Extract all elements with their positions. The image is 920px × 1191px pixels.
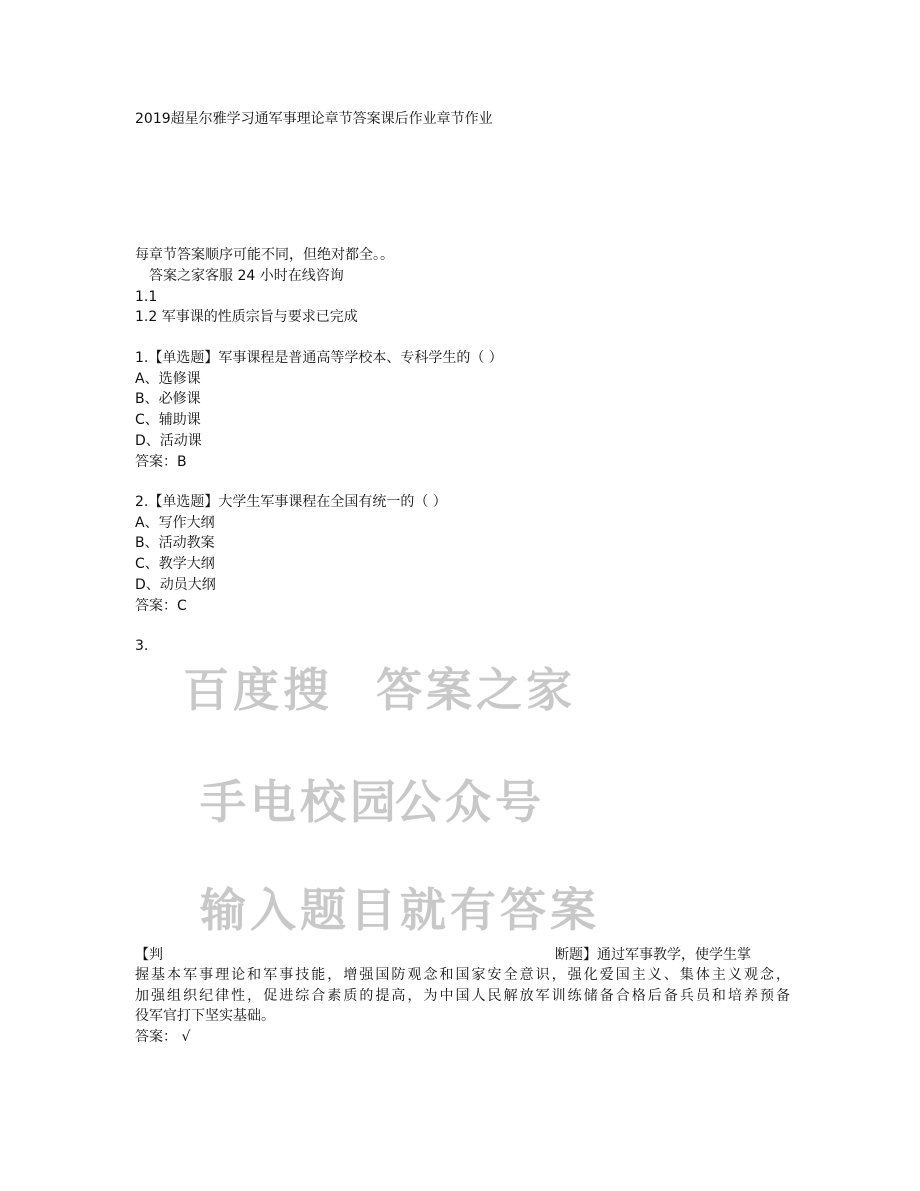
option: A、选修课 [135,371,201,387]
section-heading: 1.1 [135,289,158,305]
question-stem-line: 握基本军事理论和军事技能，增强国防观念和国家安全意识，强化爱国主义、集体主义观念， [135,967,790,983]
answer-text: 答案：C [135,598,187,614]
option: C、辅助课 [135,412,201,428]
option: D、动员大纲 [135,577,216,593]
section-heading: 1.2 军事课的性质宗旨与要求已完成 [135,309,358,325]
answer-text: 答案：B [135,454,187,470]
question-stem-line: 加强组织纪律性，促进综合素质的提高，为中国人民解放军训练储备合格后备兵员和培养预备 [135,988,790,1004]
option: A、写作大纲 [135,515,215,531]
question-number: 3. [135,638,149,654]
question-stem: 1.【单选题】军事课程是普通高等学校本、专科学生的（ ） [135,350,503,366]
watermark-text: 答案之家 [376,663,576,717]
option: B、活动教案 [135,535,215,551]
watermark-text: 公众号 [395,775,545,829]
document-title: 2019超星尔雅学习通军事理论章节答案课后作业章节作业 [135,111,493,127]
question-stem-start: 【判 [135,947,163,963]
question-stem-end: 断题】通过军事教学，使学生掌 [555,947,751,963]
watermark-text: 手电校园 [200,775,400,829]
question-stem-line: 役军官打下坚实基础。 [135,1008,275,1024]
option: D、活动课 [135,433,202,449]
option: B、必修课 [135,391,201,407]
option: C、教学大纲 [135,556,215,572]
watermark-text: 百度搜 [183,663,333,717]
watermark-text: 输入题目就有答案 [200,883,600,937]
note-text: 每章节答案顺序可能不同，但绝对都全。。 [135,247,394,263]
service-text: 答案之家客服 24 小时在线咨询 [149,268,344,284]
question-stem: 2.【单选题】大学生军事课程在全国有统一的（ ） [135,494,447,510]
answer-text: 答案： √ [135,1029,191,1045]
